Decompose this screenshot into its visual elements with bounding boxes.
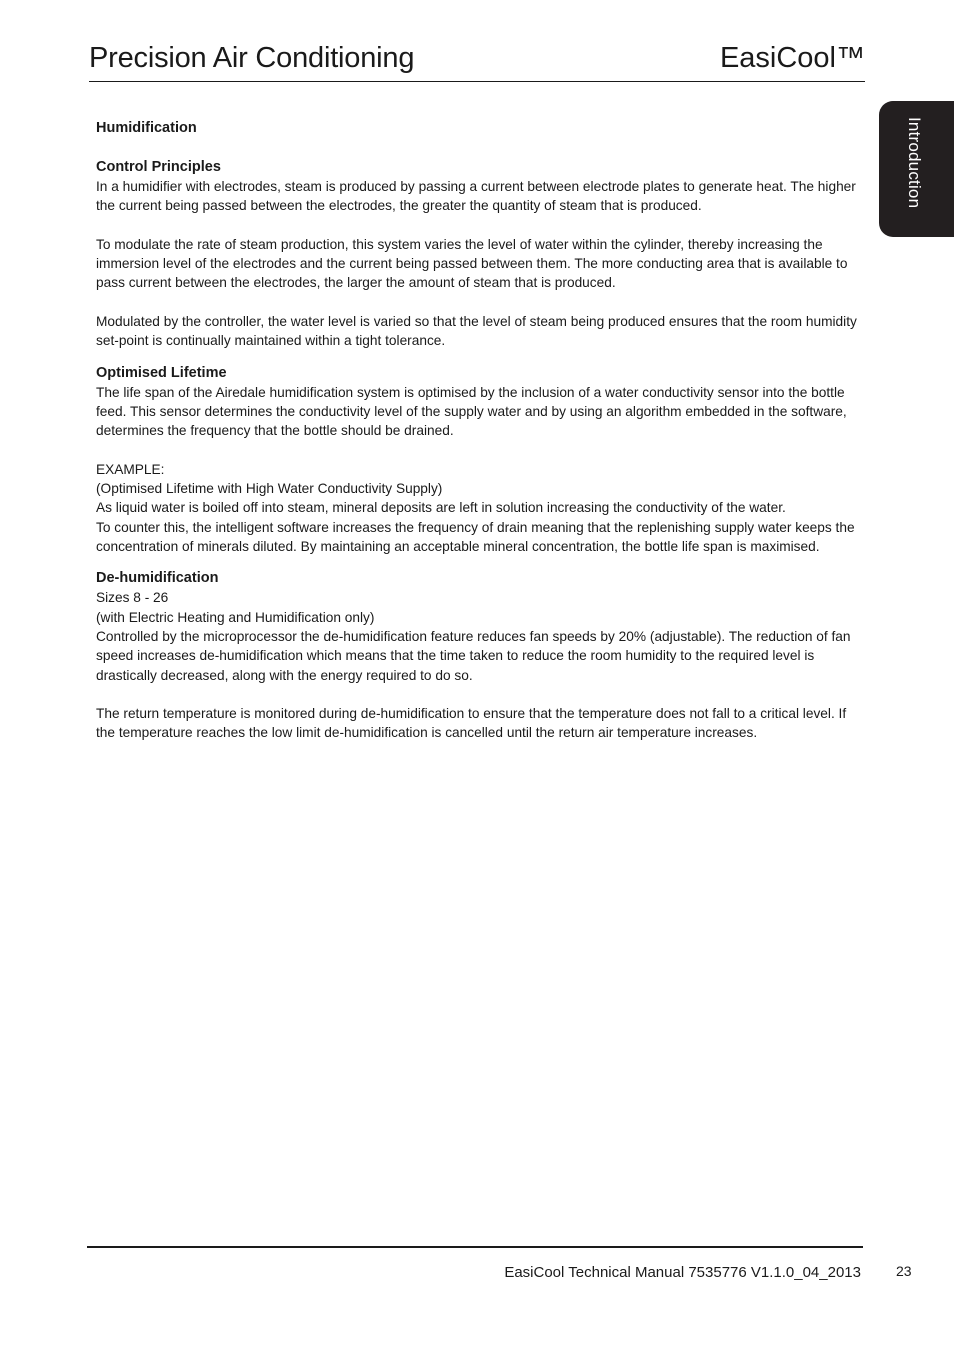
page-header-brand: EasiCool™ bbox=[719, 42, 865, 74]
subheading-control-principles: Control Principles bbox=[96, 159, 221, 175]
paragraph: The life span of the Airedale humidification system is optimised by the inclusion of a water conductivity sensor into the bottle feed. This sensor determines the conductivity level of the supply water and by using an algorithm embedded in the software, determines the frequency that the bottle should be drained. bbox=[96, 384, 847, 439]
paragraph: Controlled by the microprocessor the de-humidification feature reduces fan speeds by 20% (adjustable). The reduction of fan speed increases de-humidification which means that the time taken to reduce the room humidity to the required level is drastically decreased, along with the energy required to do so. bbox=[96, 628, 851, 683]
paragraph: To modulate the rate of steam production, this system varies the level of water within the cylinder, thereby increasing the immersion level of the electrodes and the current being passed between them. The more conducting area that is available to pass current between the electrodes, the larger the amount of steam that is produced. bbox=[96, 236, 848, 291]
example-label: EXAMPLE: bbox=[96, 461, 165, 477]
example-subtitle: (Optimised Lifetime with High Water Conductivity Supply) bbox=[96, 481, 443, 497]
subheading-optimised-lifetime: Optimised Lifetime bbox=[96, 364, 227, 381]
qualifier-line: (with Electric Heating and Humidification only) bbox=[96, 609, 375, 625]
paragraph: To counter this, the intelligent software increases the frequency of drain meaning that the replenishing supply water keeps the concentration of minerals diluted. By maintaining an acceptable mineral concentration, the bottle life span is maximised. bbox=[96, 519, 855, 555]
page-header-title: Precision Air Conditioning bbox=[89, 42, 415, 74]
paragraph: Modulated by the controller, the water level is varied so that the level of steam being produced ensures that the room humidity set-point is continually maintained within a tight tolerance. bbox=[96, 314, 857, 349]
subheading-dehumidification: De-humidification bbox=[96, 570, 219, 587]
section-tab-label: Introduction bbox=[905, 117, 924, 209]
footer-divider bbox=[87, 1246, 863, 1248]
footer-manual-reference: EasiCool Technical Manual 7535776 V1.1.0_04_2013 bbox=[504, 1264, 861, 1281]
main-content bbox=[96, 117, 866, 743]
paragraph: As liquid water is boiled off into steam, mineral deposits are left in solution increasing the conductivity of the water. bbox=[96, 500, 786, 516]
header-divider bbox=[89, 81, 865, 82]
sizes-line: Sizes 8 - 26 bbox=[96, 590, 169, 606]
page-number: 23 bbox=[896, 1263, 912, 1279]
section-heading: Humidification bbox=[96, 120, 197, 136]
paragraph: In a humidifier with electrodes, steam is produced by passing a current between electrode plates to generate heat. The higher the current being passed between the electrodes, the greater the quantity of steam that is produced. bbox=[96, 179, 856, 214]
paragraph: The return temperature is monitored during de-humidification to ensure that the temperature does not fall to a critical level. If the temperature reaches the low limit de-humidification is cancelled until the return air temperature increases. bbox=[96, 706, 847, 741]
